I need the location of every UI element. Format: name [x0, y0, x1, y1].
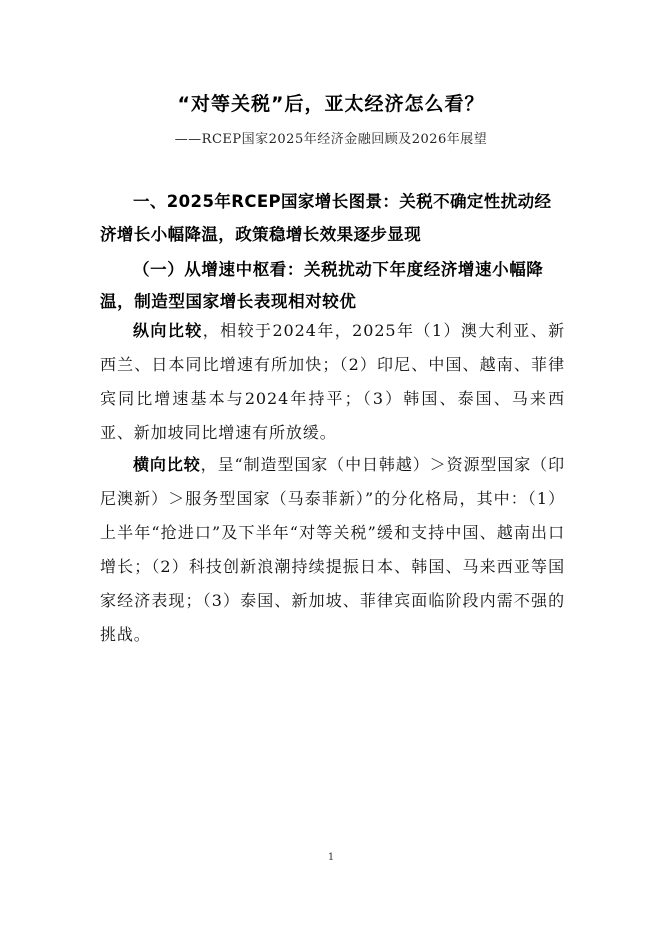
page-number: 1	[327, 852, 335, 863]
document-subtitle: ——RCEP国家2025年经济金融回顾及2026年展望	[174, 132, 488, 147]
paragraph-text: ，相较于2024年，2025年（1）澳大利亚、新西兰、日本同比增速有所加快；（2）印尼、中国、越南、菲律宾同比增速基本与2024年持平；（3）韩国、泰国、马来西亚、新加坡同比增速有所放缓。	[100, 321, 565, 442]
document-title: “对等关税”后，亚太经济怎么看？	[177, 93, 485, 115]
paragraph-vertical-comparison	[100, 314, 565, 450]
paragraph-horizontal-comparison	[100, 448, 565, 652]
section-heading: 一、2025年RCEP国家增长图景：关税不确定性扰动经济增长小幅降温，政策稳增长效果逐步显现	[100, 192, 552, 244]
paragraph-lead: 横向比较	[133, 455, 201, 474]
subsection-heading: （一）从增速中枢看：关税扰动下年度经济增速小幅降温，制造型国家增长表现相对较优	[100, 260, 544, 311]
paragraph-text: ，呈“制造型国家（中日韩越）＞资源型国家（印尼澳新）＞服务型国家（马泰菲新）”的分化格局，其中：（1）上半年“抢进口”及下半年“对等关税”缓和支持中国、越南出口增长；（2）科技创新浪潮持续提振日本、韩国、马来西亚等国家经济表现；（3）泰国、新加坡、菲律宾面临阶段内需不强的挑战。	[100, 455, 565, 644]
paragraph-lead: 纵向比较	[133, 321, 203, 340]
